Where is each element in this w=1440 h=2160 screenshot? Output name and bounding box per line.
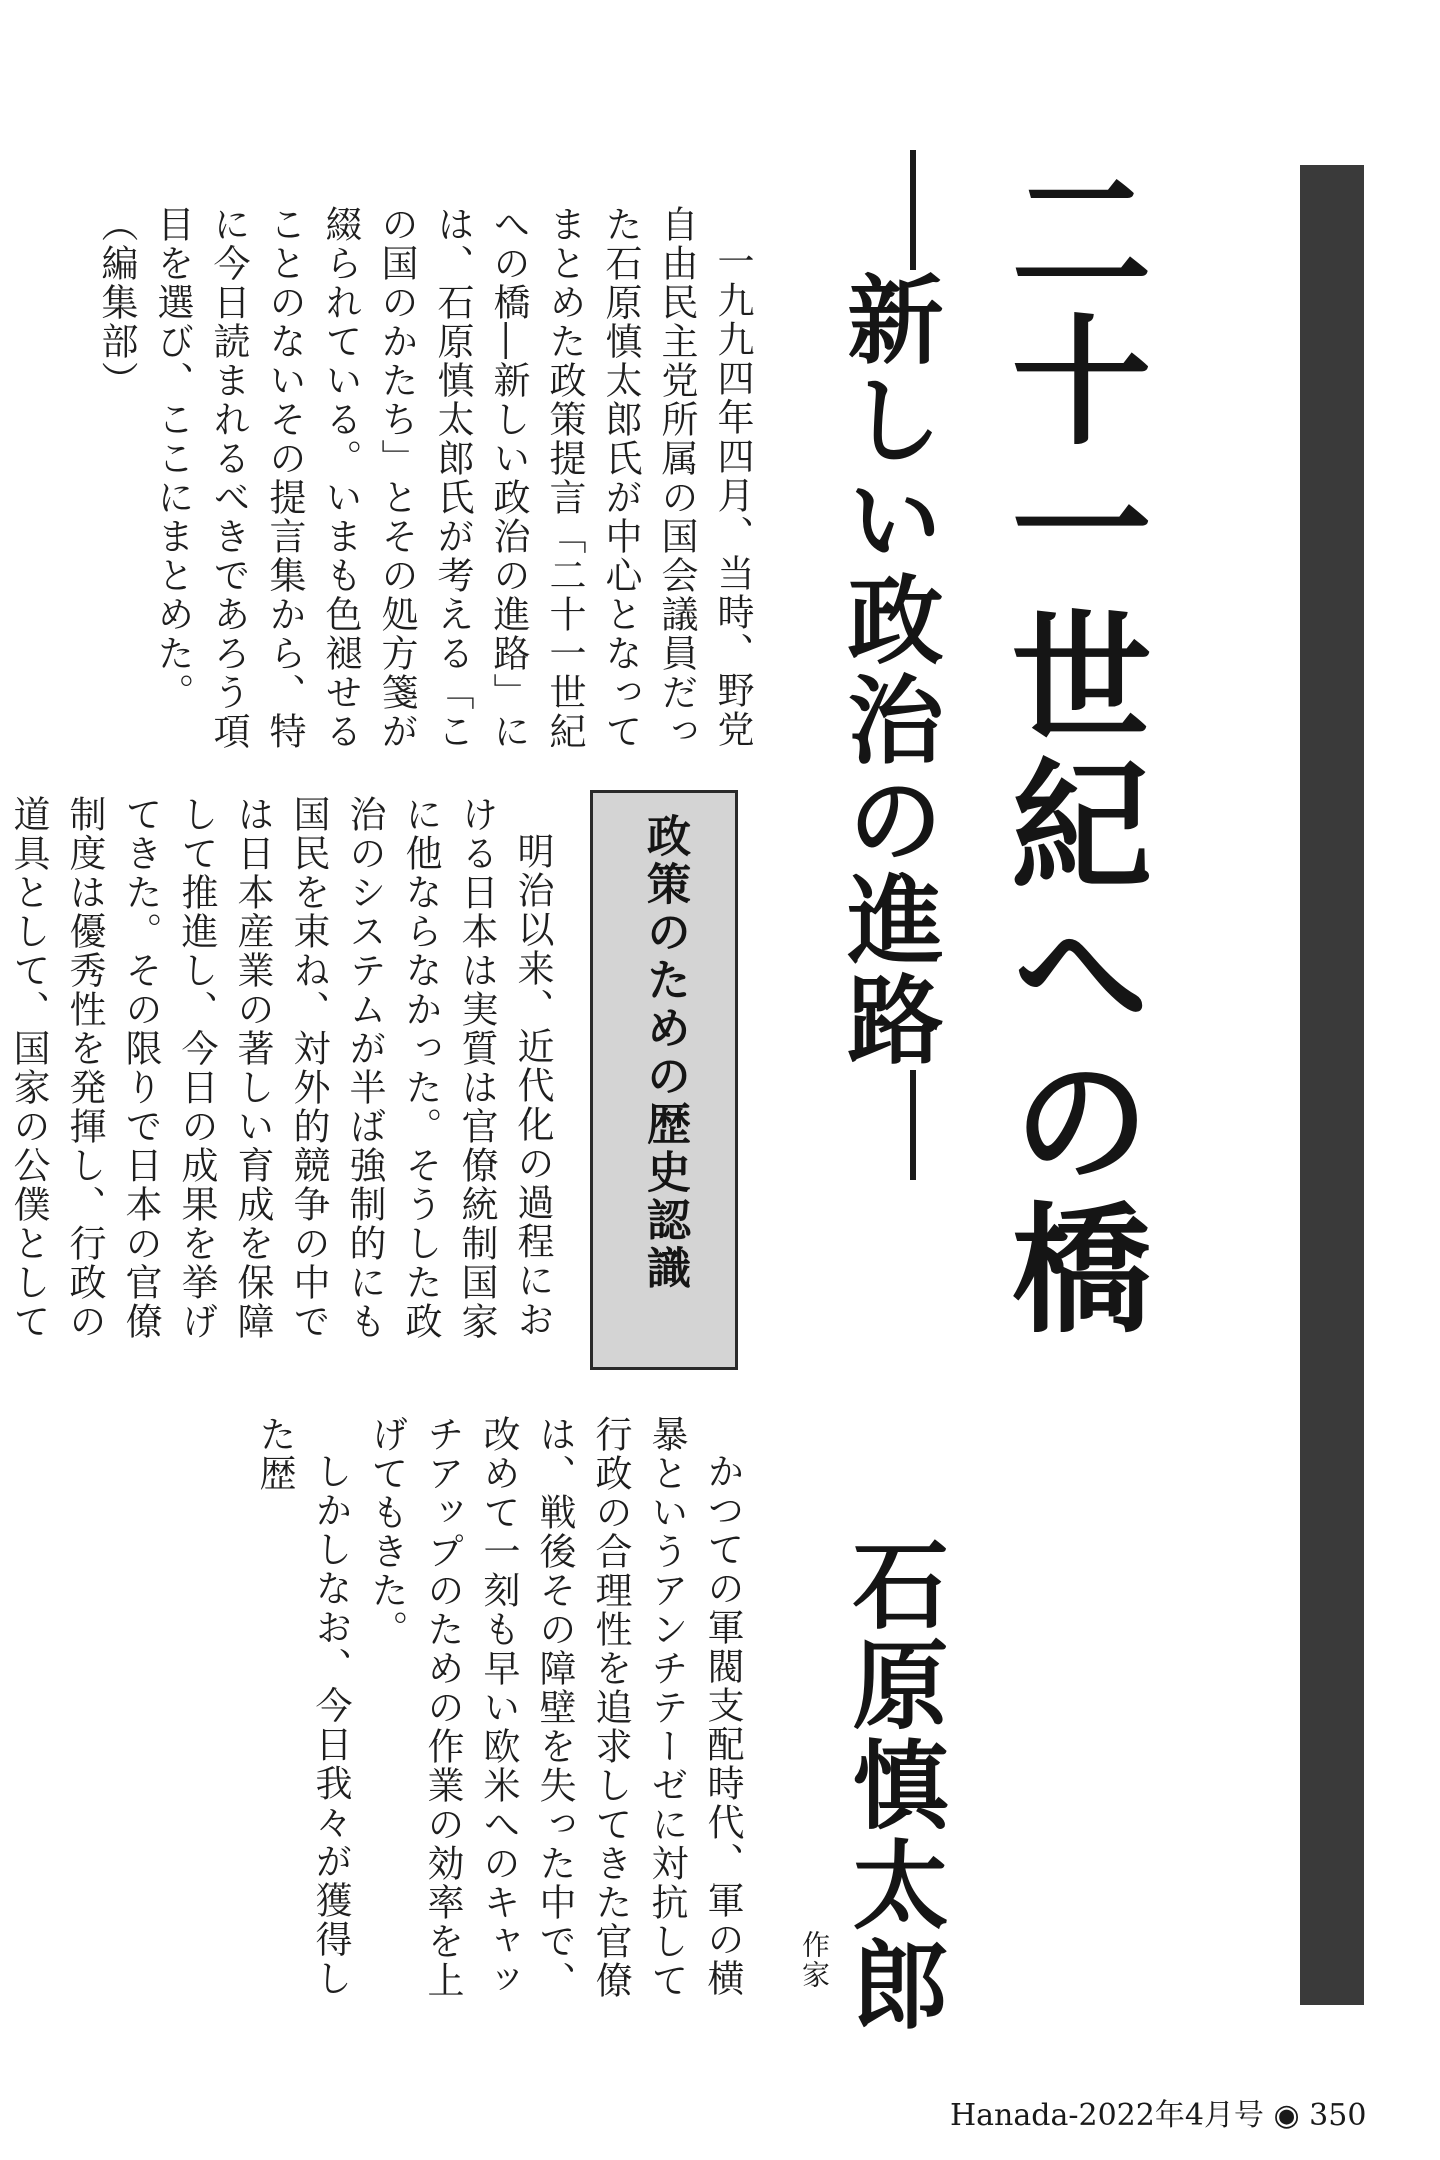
section-heading-box <box>590 790 738 1370</box>
author-role: 作家 <box>798 1930 831 1990</box>
article-subtitle-group <box>832 150 945 1180</box>
article-subtitle: 新しい政治の進路 <box>832 270 945 1070</box>
body-text-block-lower <box>190 1415 750 2035</box>
section-heading: 政策のための歴史認識 <box>639 813 690 1293</box>
body-text-block-upper <box>7 795 560 1375</box>
author-name: 石原慎太郎 <box>837 1535 950 2035</box>
subtitle-dash-bottom <box>910 1070 916 1180</box>
body-paragraph: しかしなお、今日我々が獲得した歴 <box>253 1415 352 1998</box>
accent-bar <box>1300 165 1364 2005</box>
intro-paragraph: 一九九四年四月、当時、野党自由民主党所属の国会議員だった石原慎太郎氏が中心となってまとめた政策提言「二十一世紀への橋―新しい政治の進路」には、石原慎太郎氏が考える「この国のかたち」とその処方箋が綴られている。いまも色褪せることのないその提言集から、特に今日読まれるべきであろう項目を選び、ここにまとめた。（編集部） <box>95 205 754 751</box>
intro-text-block <box>95 205 760 765</box>
body-paragraph: かつての軍閥支配時代、軍の横暴というアンチテーゼに対抗して行政の合理性を追求してきた官僚は、戦後その障壁を失った中で、改めて一刻も早い欧米へのキャッチアップのための作業の効率を上げてもきた。 <box>365 1415 744 2000</box>
article-title: 二十一世紀への橋 <box>988 160 1152 1344</box>
page-footer: Hanada-2022年4月号 ◉ 350 <box>950 2098 1367 2133</box>
subtitle-dash-top <box>910 150 916 270</box>
body-paragraph: 明治以来、近代化の過程における日本は実質は官僚統制国家に他ならなかった。そうした政治のシステムが半ば強制的にも国民を束ね、対外的競争の中では日本産業の著しい育成を保障して推進し、今日の成果を挙げてきた。その限りで日本の官僚制度は優秀性を発揮し、行政の道具として、国家の公僕として <box>7 795 554 1341</box>
